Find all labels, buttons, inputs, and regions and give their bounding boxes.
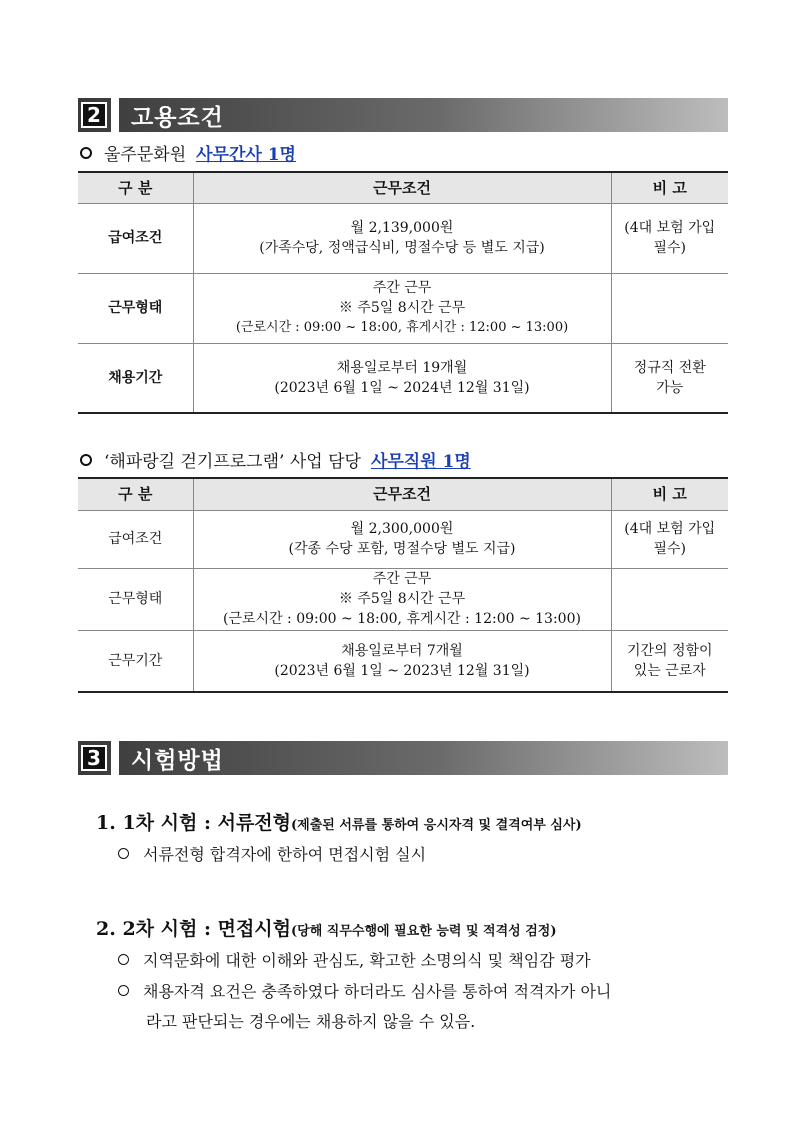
condition-line: 주간 근무: [372, 280, 432, 296]
circle-bullet-icon: [80, 147, 92, 159]
exam-step-1: [96, 808, 582, 835]
condition-line: ※ 주5일 8시간 근무: [338, 300, 466, 316]
condition-line: 채용일로부터 19개월: [336, 359, 468, 376]
header-conditions: 근무조건: [193, 478, 611, 510]
table-row: [78, 568, 728, 630]
row-remarks: [611, 343, 728, 413]
remark-line: 기간의 정함이: [626, 642, 713, 659]
row-conditions: [193, 568, 611, 630]
condition-line: 월 2,139,000원: [350, 220, 454, 236]
remark-line: 있는 근로자: [633, 662, 706, 679]
circle-bullet-icon: [118, 985, 129, 996]
remark-line: (4대 보험 가입: [624, 220, 716, 236]
step-subtitle: (제출된 서류를 통하여 응시자격 및 결격여부 심사): [291, 818, 582, 833]
row-remarks: [611, 630, 728, 692]
position-prefix: ‘해파랑길 걷기프로그램’ 사업 담당: [104, 452, 361, 472]
bullet-text: 채용자격 요건은 충족하였다 하더라도 심사를 통하여 적격자가 아니: [143, 982, 612, 1001]
header-remarks: 비 고: [611, 478, 728, 510]
condition-line: (근로시간 : 09:00 ~ 18:00, 휴게시간 : 12:00 ~ 13:00): [223, 611, 581, 627]
table-row: [78, 510, 728, 568]
section-header-gap: [111, 98, 119, 132]
step-title: 1. 1차 시험 : 서류전형: [96, 812, 292, 834]
table-row: [78, 203, 728, 273]
circle-bullet-icon: [80, 454, 92, 466]
table-header-row: [78, 172, 728, 203]
section-header-employment: [78, 98, 728, 132]
employment-table-2: [78, 477, 728, 693]
row-label: 급여조건: [78, 203, 193, 273]
header-category: 구 분: [78, 478, 193, 510]
condition-line: (2023년 6월 1일 ~ 2023년 12월 31일): [274, 662, 530, 679]
row-conditions: [193, 630, 611, 692]
row-remarks: [611, 273, 728, 343]
exam-step-2-bullet: [118, 979, 611, 1002]
condition-line: (2023년 6월 1일 ~ 2024년 12월 31일): [274, 379, 530, 396]
condition-line: 월 2,300,000원: [350, 521, 454, 537]
position-line-2: [80, 447, 471, 472]
remark-line: (4대 보험 가입: [624, 521, 716, 537]
header-conditions: 근무조건: [193, 172, 611, 203]
remark-line: 정규직 전환: [633, 359, 706, 376]
position-role: 사무직원 1명: [370, 452, 471, 472]
condition-line: 주간 근무: [372, 571, 432, 587]
row-label: 급여조건: [78, 510, 193, 568]
row-conditions: [193, 343, 611, 413]
section-number: 3: [81, 745, 107, 771]
bullet-text: 서류전형 합격자에 한하여 면접시험 실시: [143, 845, 427, 864]
row-conditions: [193, 273, 611, 343]
section-title: 시험방법: [131, 747, 224, 774]
bullet-text: 지역문화에 대한 이해와 관심도, 확고한 소명의식 및 책임감 평가: [143, 951, 591, 970]
position-prefix: 울주문화원: [104, 145, 187, 165]
position-line-1: [80, 140, 296, 165]
condition-line: (근로시간 : 09:00 ~ 18:00, 휴게시간 : 12:00 ~ 13:00): [235, 320, 569, 335]
section-number: 2: [81, 102, 107, 128]
remark-line: 필수): [653, 541, 686, 557]
condition-line: ※ 주5일 8시간 근무: [338, 591, 466, 607]
row-label: 근무형태: [78, 568, 193, 630]
row-label: 근무기간: [78, 630, 193, 692]
header-remarks: 비 고: [611, 172, 728, 203]
table-row: [78, 630, 728, 692]
exam-step-1-bullet: [118, 842, 426, 865]
position-role: 사무간사 1명: [196, 145, 296, 165]
row-remarks: [611, 510, 728, 568]
bullet-continuation: 라고 판단되는 경우에는 채용하지 않을 수 있음.: [146, 1012, 476, 1031]
table-row: [78, 343, 728, 413]
circle-bullet-icon: [118, 848, 129, 859]
employment-table-1: [78, 171, 728, 414]
header-category: 구 분: [78, 172, 193, 203]
row-conditions: [193, 203, 611, 273]
section-title: 고용조건: [131, 104, 224, 131]
condition-line: (가족수당, 정액급식비, 명절수당 등 별도 지급): [259, 240, 545, 256]
section-header-gap: [111, 741, 119, 775]
step-subtitle: (당해 직무수행에 필요한 능력 및 적격성 검정): [291, 924, 557, 939]
section-header-exam: [78, 741, 728, 775]
table-header-row: [78, 478, 728, 510]
row-remarks: [611, 203, 728, 273]
table-row: [78, 273, 728, 343]
step-title: 2. 2차 시험 : 면접시험: [96, 918, 292, 940]
row-conditions: [193, 510, 611, 568]
remark-line: 필수): [653, 240, 686, 256]
condition-line: 채용일로부터 7개월: [341, 642, 463, 659]
row-label: 근무형태: [78, 273, 193, 343]
condition-line: (각종 수당 포함, 명절수당 별도 지급): [288, 541, 516, 557]
exam-step-2: [96, 914, 557, 941]
row-label: 채용기간: [78, 343, 193, 413]
row-remarks: [611, 568, 728, 630]
circle-bullet-icon: [118, 954, 129, 965]
remark-line: 가능: [656, 379, 684, 396]
exam-step-2-bullet: [118, 948, 591, 971]
